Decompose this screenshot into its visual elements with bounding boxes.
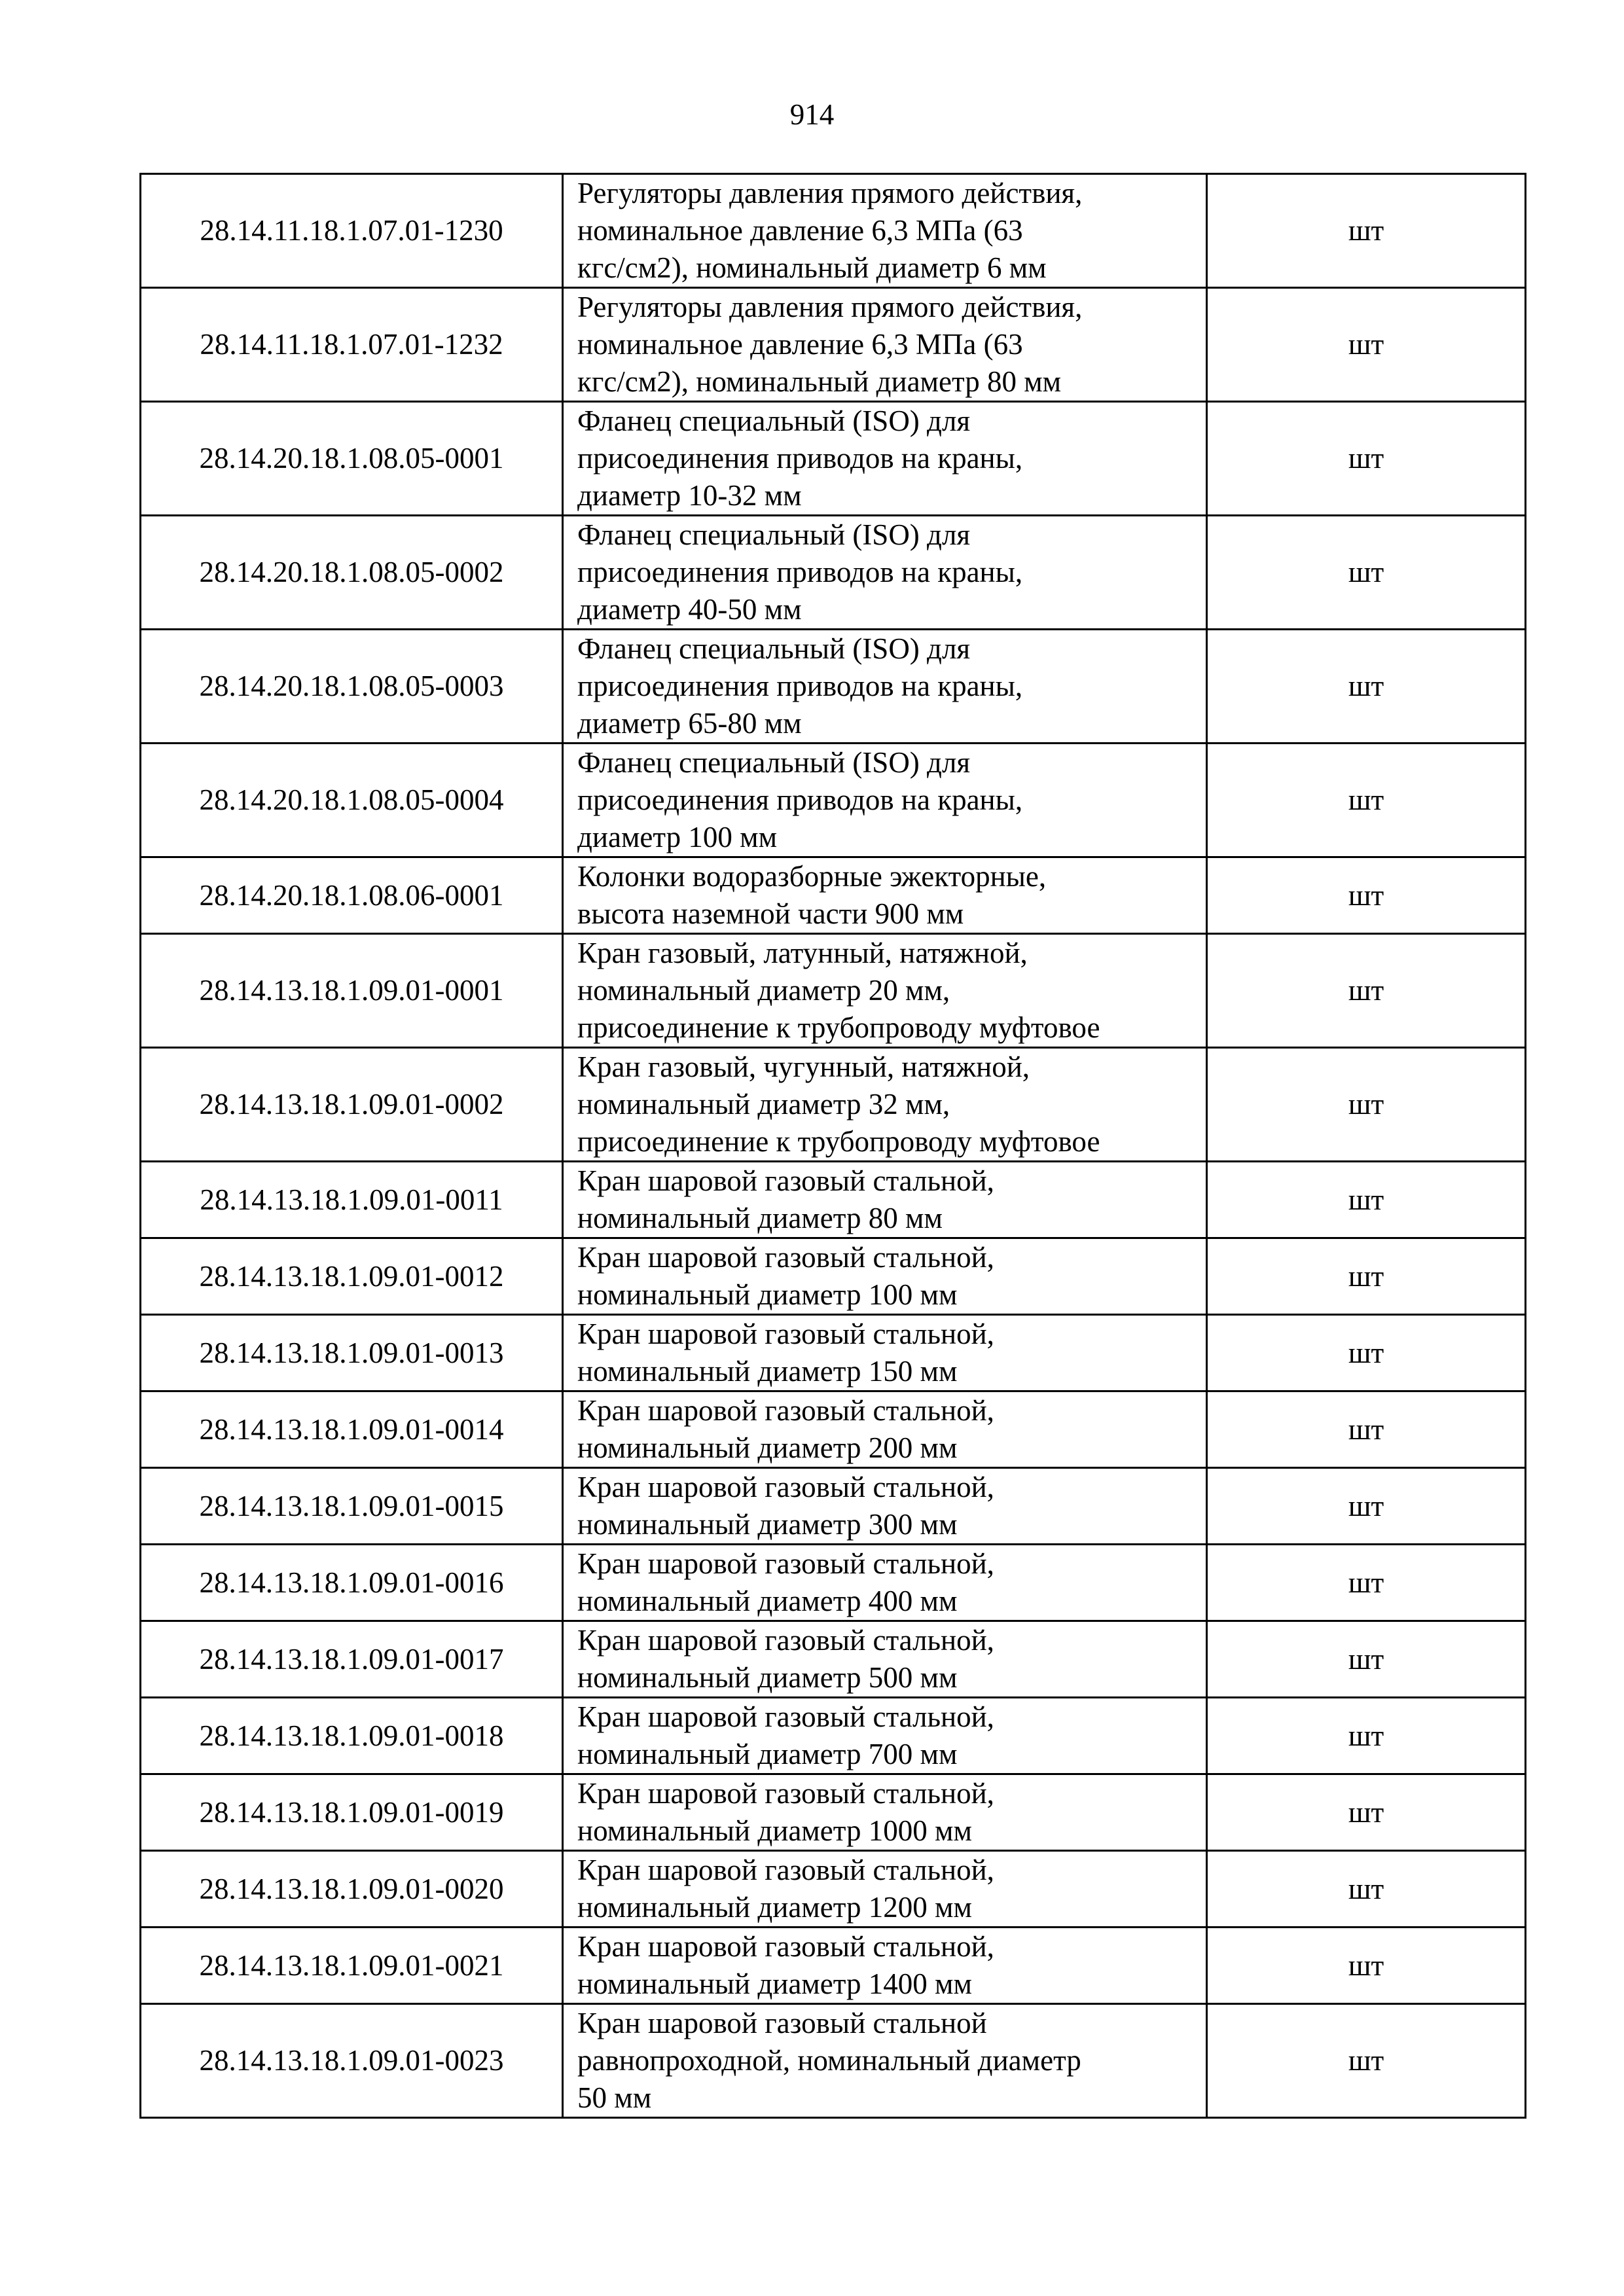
item-unit: шт [1207, 1774, 1526, 1851]
table-row [141, 630, 1526, 744]
item-code: 28.14.13.18.1.09.01-0001 [141, 934, 563, 1048]
item-unit: шт [1207, 288, 1526, 402]
table-row [141, 1698, 1526, 1774]
item-name: Кран шаровой газовый стальной, номинальный диаметр 80 мм [563, 1162, 1207, 1238]
item-unit: шт [1207, 630, 1526, 744]
item-name: Фланец специальный (ISO) для присоединения приводов на краны, диаметр 100 мм [563, 744, 1207, 857]
item-name: Кран шаровой газовый стальной, номинальный диаметр 500 мм [563, 1621, 1207, 1698]
item-code: 28.14.13.18.1.09.01-0020 [141, 1851, 563, 1928]
item-unit: шт [1207, 174, 1526, 288]
item-code: 28.14.20.18.1.08.05-0004 [141, 744, 563, 857]
item-code: 28.14.13.18.1.09.01-0018 [141, 1698, 563, 1774]
item-code: 28.14.13.18.1.09.01-0011 [141, 1162, 563, 1238]
item-name: Кран шаровой газовый стальной, номинальный диаметр 400 мм [563, 1545, 1207, 1621]
item-name: Кран газовый, латунный, натяжной, номинальный диаметр 20 мм, присоединение к трубопроводу муфтовое [563, 934, 1207, 1048]
item-name: Кран шаровой газовый стальной, номинальный диаметр 200 мм [563, 1391, 1207, 1468]
item-name: Колонки водоразборные эжекторные, высота наземной части 900 мм [563, 857, 1207, 934]
item-name: Кран шаровой газовый стальной, номинальный диаметр 700 мм [563, 1698, 1207, 1774]
item-code: 28.14.13.18.1.09.01-0017 [141, 1621, 563, 1698]
item-unit: шт [1207, 1238, 1526, 1315]
table-row [141, 1468, 1526, 1545]
item-code: 28.14.20.18.1.08.05-0003 [141, 630, 563, 744]
item-unit: шт [1207, 1928, 1526, 2004]
item-code: 28.14.20.18.1.08.06-0001 [141, 857, 563, 934]
item-unit: шт [1207, 1391, 1526, 1468]
item-code: 28.14.13.18.1.09.01-0021 [141, 1928, 563, 2004]
item-code: 28.14.13.18.1.09.01-0023 [141, 2004, 563, 2118]
item-name: Кран шаровой газовый стальной, номинальный диаметр 300 мм [563, 1468, 1207, 1545]
item-code: 28.14.13.18.1.09.01-0019 [141, 1774, 563, 1851]
table-row [141, 1238, 1526, 1315]
item-unit: шт [1207, 1048, 1526, 1162]
table-row [141, 1851, 1526, 1928]
item-name: Кран газовый, чугунный, натяжной, номинальный диаметр 32 мм, присоединение к трубопроводу муфтовое [563, 1048, 1207, 1162]
item-name: Кран шаровой газовый стальной, номинальный диаметр 1400 мм [563, 1928, 1207, 2004]
table-row [141, 1621, 1526, 1698]
item-code: 28.14.20.18.1.08.05-0002 [141, 516, 563, 630]
item-name: Фланец специальный (ISO) для присоединения приводов на краны, диаметр 40-50 мм [563, 516, 1207, 630]
item-code: 28.14.20.18.1.08.05-0001 [141, 402, 563, 516]
table-row [141, 934, 1526, 1048]
item-name: Регуляторы давления прямого действия, номинальное давление 6,3 МПа (63 кгс/см2), номинальный диаметр 6 мм [563, 174, 1207, 288]
items-table [139, 173, 1526, 2119]
table-row [141, 1315, 1526, 1391]
item-unit: шт [1207, 2004, 1526, 2118]
item-name: Фланец специальный (ISO) для присоединения приводов на краны, диаметр 10-32 мм [563, 402, 1207, 516]
table-row [141, 1774, 1526, 1851]
item-code: 28.14.13.18.1.09.01-0014 [141, 1391, 563, 1468]
item-name: Регуляторы давления прямого действия, номинальное давление 6,3 МПа (63 кгс/см2), номинальный диаметр 80 мм [563, 288, 1207, 402]
table-row [141, 1391, 1526, 1468]
table-row [141, 2004, 1526, 2118]
item-code: 28.14.13.18.1.09.01-0013 [141, 1315, 563, 1391]
item-name: Кран шаровой газовый стальной, номинальный диаметр 150 мм [563, 1315, 1207, 1391]
page-number: 914 [789, 98, 835, 131]
table-row [141, 174, 1526, 288]
item-unit: шт [1207, 1545, 1526, 1621]
item-name: Фланец специальный (ISO) для присоединения приводов на краны, диаметр 65-80 мм [563, 630, 1207, 744]
table-row [141, 1928, 1526, 2004]
item-unit: шт [1207, 857, 1526, 934]
item-unit: шт [1207, 1162, 1526, 1238]
item-unit: шт [1207, 516, 1526, 630]
item-name: Кран шаровой газовый стальной, номинальный диаметр 100 мм [563, 1238, 1207, 1315]
item-name: Кран шаровой газовый стальной, номинальный диаметр 1200 мм [563, 1851, 1207, 1928]
table-row [141, 744, 1526, 857]
item-unit: шт [1207, 402, 1526, 516]
table-row [141, 1162, 1526, 1238]
table-row [141, 288, 1526, 402]
item-unit: шт [1207, 1315, 1526, 1391]
item-unit: шт [1207, 744, 1526, 857]
item-unit: шт [1207, 1621, 1526, 1698]
item-unit: шт [1207, 934, 1526, 1048]
item-name: Кран шаровой газовый стальной равнопроходной, номинальный диаметр 50 мм [563, 2004, 1207, 2118]
table-row [141, 1048, 1526, 1162]
item-code: 28.14.11.18.1.07.01-1232 [141, 288, 563, 402]
item-code: 28.14.11.18.1.07.01-1230 [141, 174, 563, 288]
table-row [141, 402, 1526, 516]
item-code: 28.14.13.18.1.09.01-0016 [141, 1545, 563, 1621]
item-code: 28.14.13.18.1.09.01-0002 [141, 1048, 563, 1162]
item-code: 28.14.13.18.1.09.01-0015 [141, 1468, 563, 1545]
table-row [141, 857, 1526, 934]
item-code: 28.14.13.18.1.09.01-0012 [141, 1238, 563, 1315]
item-unit: шт [1207, 1698, 1526, 1774]
table-row [141, 516, 1526, 630]
item-name: Кран шаровой газовый стальной, номинальный диаметр 1000 мм [563, 1774, 1207, 1851]
item-unit: шт [1207, 1468, 1526, 1545]
table-row [141, 1545, 1526, 1621]
item-unit: шт [1207, 1851, 1526, 1928]
